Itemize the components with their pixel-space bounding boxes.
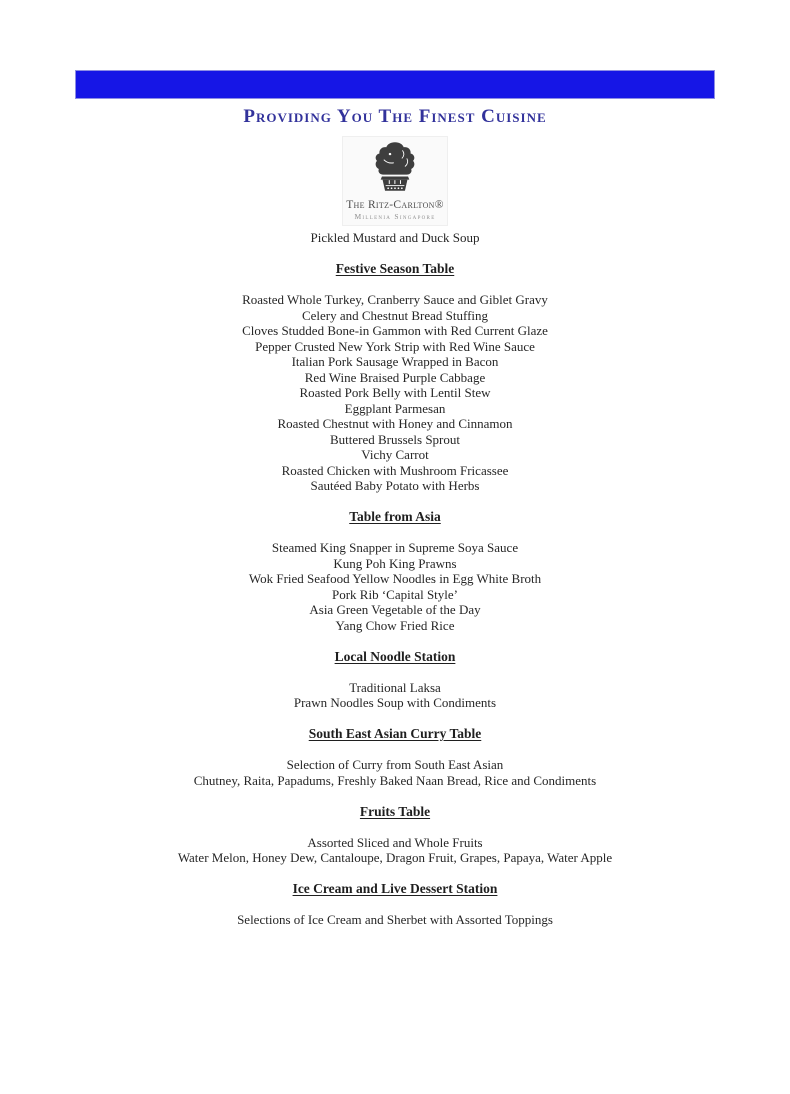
menu-section bbox=[0, 726, 790, 788]
page-title: Providing You The Finest Cuisine bbox=[243, 106, 547, 127]
section-items bbox=[0, 835, 790, 866]
section-heading: Ice Cream and Live Dessert Station bbox=[292, 881, 498, 896]
menu-item: Italian Pork Sausage Wrapped in Bacon bbox=[291, 354, 499, 369]
menu-item: Selections of Ice Cream and Sherbet with Assorted Toppings bbox=[237, 912, 553, 927]
menu-item: Pork Rib ‘Capital Style’ bbox=[331, 586, 459, 602]
section-items bbox=[0, 757, 790, 788]
section-heading: Local Noodle Station bbox=[334, 648, 456, 664]
logo-brand-text: The Ritz-Carlton® bbox=[346, 199, 444, 211]
section-heading: Fruits Table bbox=[359, 803, 431, 819]
menu-section bbox=[0, 804, 790, 866]
section-items bbox=[0, 680, 790, 711]
menu-section bbox=[0, 881, 790, 928]
menu-item: Asia Green Vegetable of the Day bbox=[309, 602, 481, 617]
menu-item: Red Wine Braised Purple Cabbage bbox=[304, 369, 486, 385]
section-items bbox=[0, 292, 790, 494]
menu-item: Roasted Pork Belly with Lentil Stew bbox=[299, 385, 491, 400]
menu-item: Wok Fried Seafood Yellow Noodles in Egg White Broth bbox=[248, 571, 542, 586]
menu-item: Yang Chow Fried Rice bbox=[335, 617, 455, 633]
menu-sections bbox=[0, 261, 790, 928]
menu-item: Roasted Chicken with Mushroom Fricassee bbox=[281, 462, 509, 478]
menu-item: Chutney, Raita, Papadums, Freshly Baked Naan Bread, Rice and Condiments bbox=[193, 772, 597, 788]
section-items bbox=[0, 540, 790, 633]
menu-item: Selection of Curry from South East Asian bbox=[286, 757, 504, 772]
menu-section bbox=[0, 509, 790, 633]
section-items bbox=[0, 912, 790, 928]
menu-item: Prawn Noodles Soup with Condiments bbox=[293, 695, 497, 710]
top-banner bbox=[75, 70, 715, 99]
menu-item: Pepper Crusted New York Strip with Red Wine Sauce bbox=[255, 338, 535, 354]
lion-crown-icon bbox=[370, 141, 420, 197]
hotel-logo bbox=[342, 136, 448, 226]
menu-item: Cloves Studded Bone-in Gammon with Red Current Glaze bbox=[242, 323, 548, 338]
menu-item: Assorted Sliced and Whole Fruits bbox=[307, 834, 483, 850]
menu-item: Vichy Carrot bbox=[361, 447, 429, 462]
menu-item: Water Melon, Honey Dew, Cantaloupe, Dragon Fruit, Grapes, Papaya, Water Apple bbox=[177, 850, 613, 865]
section-heading: Festive Season Table bbox=[335, 261, 455, 276]
menu-item: Kung Poh King Prawns bbox=[333, 555, 457, 571]
menu-item: Sautéed Baby Potato with Herbs bbox=[310, 478, 480, 493]
menu bbox=[0, 230, 790, 928]
menu-item: Steamed King Snapper in Supreme Soya Sauce bbox=[271, 540, 519, 555]
menu-item: Roasted Whole Turkey, Cranberry Sauce and Giblet Gravy bbox=[242, 292, 548, 307]
menu-item: Celery and Chestnut Bread Stuffing bbox=[301, 307, 489, 323]
section-heading: South East Asian Curry Table bbox=[308, 726, 482, 741]
menu-item: Traditional Laksa bbox=[349, 679, 441, 695]
menu-item-intro: Pickled Mustard and Duck Soup bbox=[310, 230, 480, 245]
menu-section bbox=[0, 649, 790, 711]
menu-section bbox=[0, 261, 790, 494]
logo-location-text: Millenia Singapore bbox=[354, 212, 436, 221]
section-heading: Table from Asia bbox=[349, 509, 441, 524]
menu-item: Eggplant Parmesan bbox=[344, 400, 446, 416]
menu-item: Buttered Brussels Sprout bbox=[330, 431, 460, 447]
menu-item: Roasted Chestnut with Honey and Cinnamon bbox=[277, 416, 513, 431]
